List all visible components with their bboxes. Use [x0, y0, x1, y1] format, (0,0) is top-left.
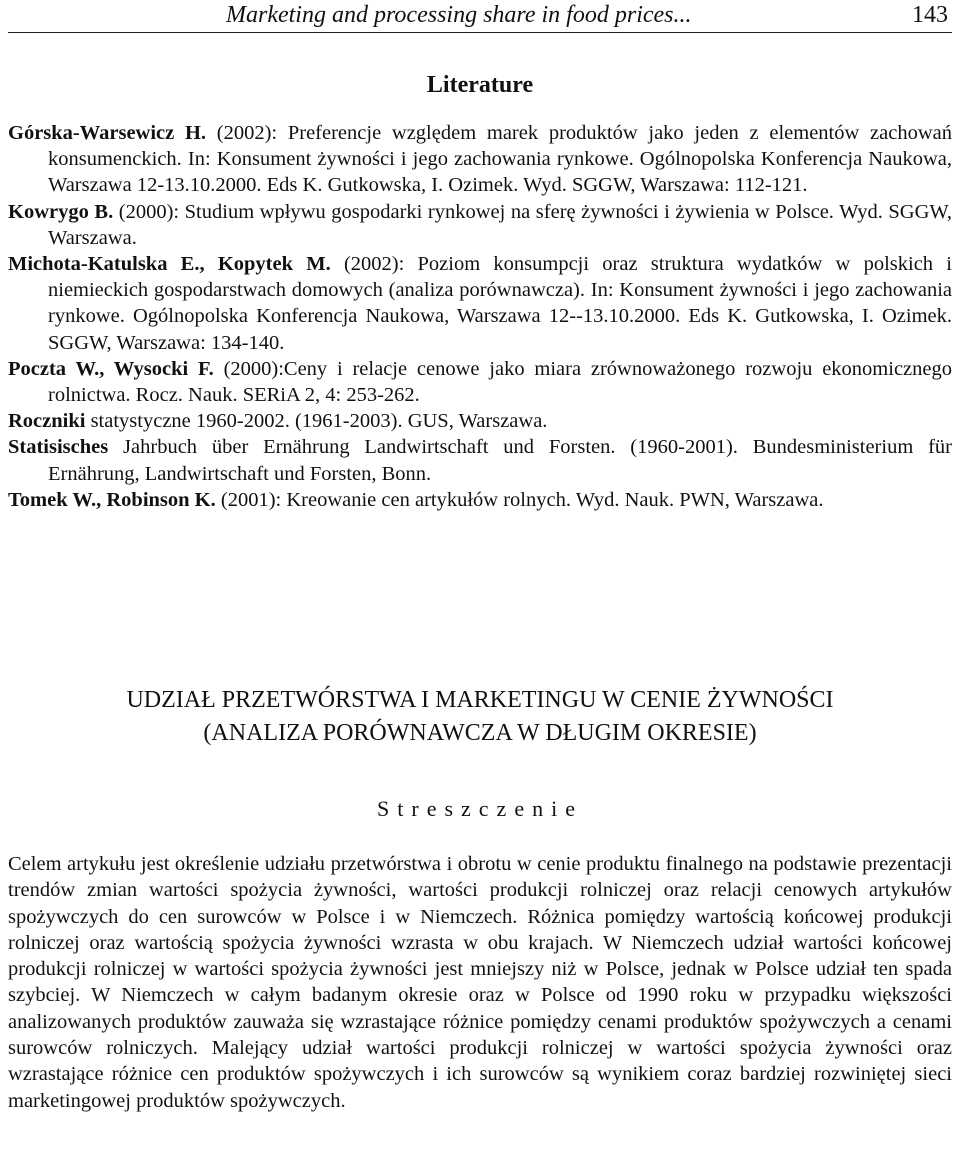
reference-author: Tomek W., Robinson K.: [8, 488, 216, 511]
reference-author: Roczniki: [8, 410, 86, 433]
reference-text: statystyczne 1960-2002. (1961-2003). GUS, Warszawa.: [85, 410, 548, 433]
reference-item: [8, 251, 952, 356]
summary-title-line: UDZIAŁ PRZETWÓRSTWA I MARKETINGU W CENIE ŻYWNOŚCI: [126, 687, 834, 713]
reference-item: [8, 356, 952, 408]
reference-item: [8, 408, 952, 434]
page-number: 143: [912, 2, 948, 28]
reference-author: Poczta W., Wysocki F.: [8, 357, 214, 380]
summary-title: [0, 684, 960, 750]
reference-author: Statisisches: [8, 436, 109, 459]
reference-item: [8, 434, 952, 486]
running-header: [8, 0, 952, 33]
summary-heading: Streszczenie: [377, 796, 583, 821]
reference-text: (2000):Ceny i relacje cenowe jako miara zrównoważonego rozwoju ekonomicznego rolnictwa. Rocz. Nauk. SERiA 2, 4: 253-262.: [48, 357, 952, 407]
reference-list: [8, 120, 952, 513]
reference-item: [8, 120, 952, 199]
reference-text: (2002): Poziom konsumpcji oraz struktura wydatków w polskich i niemieckich gospodarstwach domowych (analiza porównawcza). In: Konsument żywności i jego zachowania rynkowe. Ogólnopolska Konferencja Naukowa, Warszawa 12--13.10.2000. Eds K. Gutkowska, I. Ozimek. SGGW, Warszawa: 134-140.: [48, 253, 952, 354]
abstract-paragraph: Celem artykułu jest określenie udziału przetwórstwa i obrotu w cenie produktu finalnego na podstawie prezentacji trendów zmian wartości spożycia żywności, wartości produkcji rolniczej oraz relacji cenowych artykułów spożywczych do cen surowców w Polsce i w Niemczech. Różnica pomiędzy wartością końcowej produkcji rolniczej oraz wartością spożycia żywności wzrasta w obu krajach. W Niemczech udział wartości końcowej produkcji rolniczej w wartości spożycia żywności jest mniejszy niż w Polsce, jednak w Polsce udział ten spada szybciej. W Niemczech w całym badanym okresie oraz w Polsce od 1990 roku w przypadku większości analizowanych produktów zauważa się wzrastające różnice pomiędzy cenami produktów spożywczych a cenami surowców rolniczych. Malejący udział wartości produkcji rolniczej w wartości spożycia żywności oraz wzrastające różnice cen produktów spożywczych i ich surowców są wynikiem coraz bardziej rozwiniętej sieci marketingowej produktów spożywczych.: [8, 853, 952, 1112]
reference-author: Górska-Warsewicz H.: [8, 122, 207, 144]
reference-author: Michota-Katulska E., Kopytek M.: [8, 253, 331, 276]
reference-text: (2001): Kreowanie cen artykułów rolnych. Wyd. Nauk. PWN, Warszawa.: [215, 488, 824, 511]
reference-text: (2000): Studium wpływu gospodarki rynkowej na sferę żywności i żywienia w Polsce. Wyd. SGGW, Warszawa.: [48, 200, 952, 249]
reference-text: Jahrbuch über Ernährung Landwirtschaft und Forsten. (1960-2001). Bundesministerium für Ernährung, Landwirtschaft und Forsten, Bonn.: [48, 436, 952, 485]
summary-title-line: (ANALIZA PORÓWNAWCZA W DŁUGIM OKRESIE): [203, 720, 757, 746]
reference-item: [8, 487, 952, 513]
running-title: Marketing and processing share in food prices...: [226, 2, 692, 28]
reference-author: Kowrygo B.: [8, 200, 114, 223]
reference-item: [8, 199, 952, 251]
literature-heading: Literature: [426, 72, 534, 98]
reference-text: (2002): Preferencje względem marek produktów jako jeden z elementów zachowań konsumenckich. In: Konsument żywności i jego zachowania rynkowe. Ogólnopolska Konferencja Naukowa, Warszawa 12-13.10.2000. Eds K. Gutkowska, I. Ozimek. Wyd. SGGW, Warszawa: 112-121.: [48, 122, 952, 197]
